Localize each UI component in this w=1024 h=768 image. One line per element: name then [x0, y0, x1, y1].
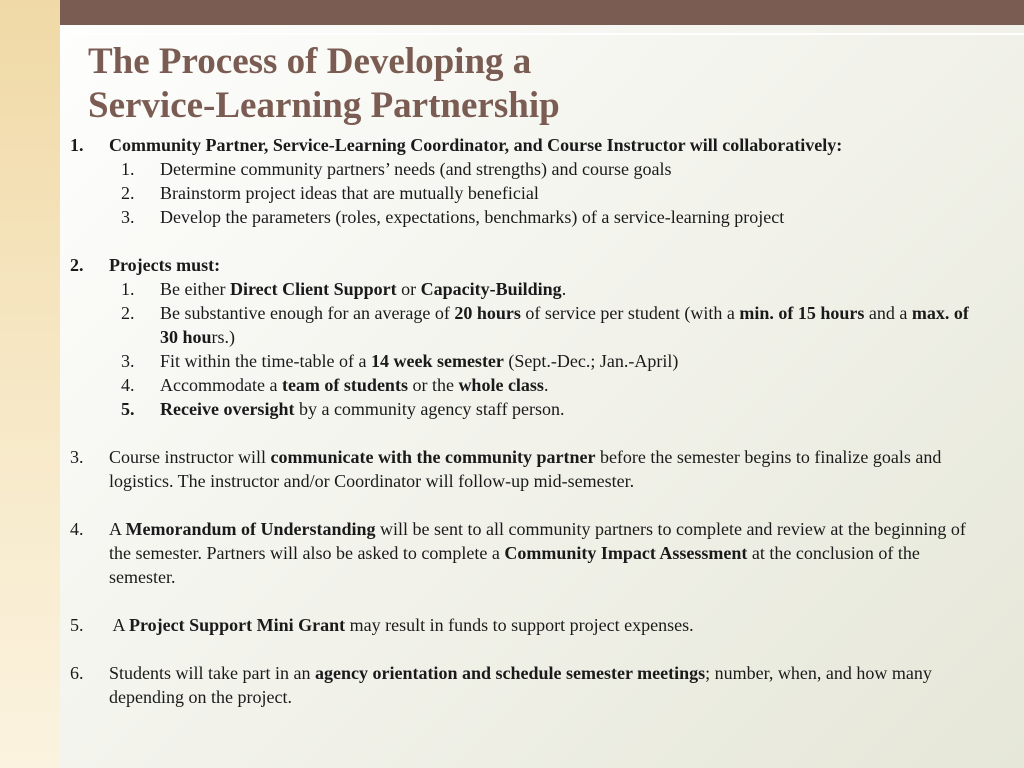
- list-item-number: 2.: [70, 255, 84, 275]
- sub-item-2-3: [0, 349, 1024, 373]
- text-run: Be substantive enough for an average of: [160, 303, 455, 323]
- text-run: A: [109, 615, 130, 635]
- text-run: .: [561, 279, 567, 299]
- bold-text-run: min. of 15 hours: [739, 303, 865, 323]
- text-run: (Sept.-Dec.; Jan.-April): [503, 351, 679, 371]
- list-item-number: 1.: [70, 135, 84, 155]
- slide-title-line-1: The Process of Developing a: [88, 41, 532, 82]
- list-item-number: 4.: [70, 519, 84, 539]
- bold-text-run: max. of 30 hou: [160, 303, 969, 347]
- text-run: of service per student (with a: [520, 303, 740, 323]
- sub-item-number: 5.: [121, 399, 135, 419]
- text-run: by a community agency staff person.: [294, 399, 565, 419]
- text-run: Accommodate a: [160, 375, 282, 395]
- bold-text-run: 20 hours: [454, 303, 521, 323]
- text-run: at the conclusion of the semester.: [109, 543, 920, 587]
- sub-item-number: 2.: [121, 183, 135, 203]
- sub-item-number: 1.: [121, 159, 135, 179]
- sub-item-number: 1.: [121, 279, 135, 299]
- text-run: will be sent to all community partners to complete and review at the beginning of the semester. Partners will also be asked to complete a: [109, 519, 966, 563]
- bold-text-run: agency orientation and schedule semester meetings: [314, 663, 706, 683]
- bold-text-run: 14 week semester: [370, 351, 504, 371]
- text-run: ; number, when, and how many depending on the project.: [109, 663, 932, 707]
- text-run: or: [396, 279, 421, 299]
- text-run: and a: [864, 303, 912, 323]
- bold-text-run: Community Impact Assessment: [504, 543, 748, 563]
- text-run: Be either: [160, 279, 230, 299]
- text-run: Course instructor will: [109, 447, 271, 467]
- list-item-text: Projects must:: [109, 255, 221, 275]
- sub-item-number: 3.: [121, 207, 135, 227]
- bold-text-run: whole class: [458, 375, 544, 395]
- sub-item-1-3: [0, 205, 1024, 229]
- bold-text-run: Memorandum of Understanding: [125, 519, 376, 539]
- list-item-3: [0, 445, 1024, 493]
- text-run: or the: [407, 375, 459, 395]
- bold-text-run: Receive oversight: [160, 399, 295, 419]
- sub-item-2-2: [0, 301, 1024, 349]
- sub-item-text: Brainstorm project ideas that are mutually beneficial: [160, 183, 539, 203]
- list-item-6: [0, 661, 1024, 709]
- text-run: Students will take part in an: [109, 663, 315, 683]
- slide-content: [0, 133, 1024, 709]
- bold-text-run: team of students: [281, 375, 408, 395]
- bold-text-run: Capacity-Building: [420, 279, 562, 299]
- bold-text-run: Project Support Mini Grant: [129, 615, 346, 635]
- text-run: Fit within the time-table of a: [160, 351, 371, 371]
- text-run: A: [109, 519, 126, 539]
- sub-item-2-1: [0, 277, 1024, 301]
- sub-item-1-2: [0, 181, 1024, 205]
- slide-title-line-2: Service-Learning Partnership: [88, 85, 560, 126]
- sub-item-number: 2.: [121, 303, 135, 323]
- spacer: [0, 229, 1024, 253]
- bold-text-run: communicate with the community partner: [270, 447, 596, 467]
- sub-item-text: Determine community partners’ needs (and strengths) and course goals: [160, 159, 672, 179]
- list-item-4: [0, 517, 1024, 589]
- sub-item-text: Develop the parameters (roles, expectations, benchmarks) of a service-learning project: [160, 207, 785, 227]
- sub-item-2-4: [0, 373, 1024, 397]
- sub-item-number: 3.: [121, 351, 135, 371]
- list-item-1: [0, 133, 1024, 157]
- bold-text-run: Direct Client Support: [229, 279, 397, 299]
- text-run: .: [543, 375, 549, 395]
- list-item-5: [0, 613, 1024, 637]
- text-run: rs.): [211, 327, 236, 347]
- sub-item-2-5: [0, 397, 1024, 421]
- list-item-number: 6.: [70, 663, 84, 683]
- top-divider-line: [60, 33, 1024, 35]
- text-run: may result in funds to support project expenses.: [345, 615, 694, 635]
- list-item-number: 3.: [70, 447, 84, 467]
- spacer: [0, 421, 1024, 445]
- spacer: [0, 493, 1024, 517]
- spacer: [0, 637, 1024, 661]
- sub-item-1-1: [0, 157, 1024, 181]
- top-accent-bar: [60, 0, 1024, 25]
- sub-item-number: 4.: [121, 375, 135, 395]
- spacer: [0, 589, 1024, 613]
- slide-title: [88, 40, 988, 128]
- list-item-2: [0, 253, 1024, 277]
- text-run: before the semester begins to finalize goals and logistics. The instructor and/or Coordinator will follow-up mid-semester.: [109, 447, 942, 491]
- list-item-text: Community Partner, Service-Learning Coordinator, and Course Instructor will collaboratively:: [109, 135, 843, 155]
- list-item-number: 5.: [70, 615, 84, 635]
